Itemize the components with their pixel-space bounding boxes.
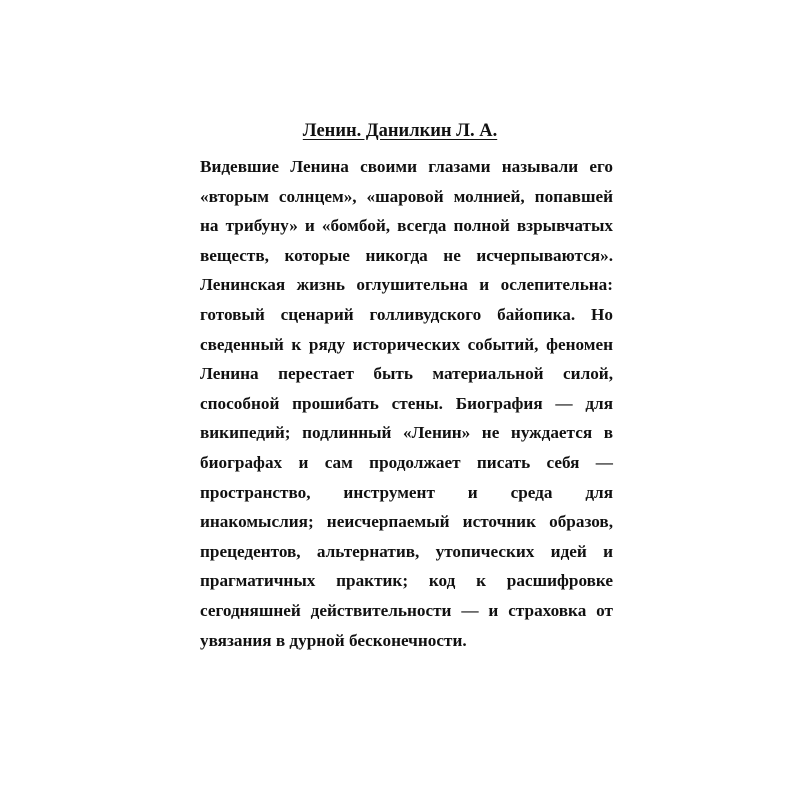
- body-line: пространство, инструмент и среда для: [200, 482, 613, 502]
- body-line: увязания в дурной бесконечности.: [200, 630, 467, 650]
- body-line: википедий; подлинный «Ленин» не нуждается в: [200, 423, 613, 443]
- body-line: веществ, которые никогда не исчерпываются».: [200, 245, 613, 265]
- body-line: готовый сценарий голливудского байопика. Но: [200, 304, 613, 324]
- body-line: биографах и сам продолжает писать себя —: [200, 452, 613, 472]
- document-body: [200, 152, 613, 655]
- body-line: Видевшие Ленина своими глазами называли его: [200, 157, 613, 176]
- document-title: Ленин. Данилкин Л. А.: [302, 121, 498, 141]
- body-line: сегодняшней действительности — и страховка от: [200, 600, 613, 620]
- body-line: Ленинская жизнь оглушительна и ослепительна:: [200, 275, 613, 295]
- body-line: способной прошибать стены. Биография — для: [200, 393, 613, 413]
- body-line: «вторым солнцем», «шаровой молнией, попавшей: [200, 186, 613, 206]
- body-line: прагматичных практик; код к расшифровке: [200, 571, 613, 591]
- body-line: инакомыслия; неисчерпаемый источник образов,: [200, 512, 613, 532]
- body-line: прецедентов, альтернатив, утопических идей и: [200, 541, 613, 561]
- body-line: сведенный к ряду исторических событий, феномен: [200, 334, 613, 354]
- body-line: Ленина перестает быть материальной силой,: [200, 364, 613, 384]
- body-line: на трибуну» и «бомбой, всегда полной взрывчатых: [200, 216, 613, 236]
